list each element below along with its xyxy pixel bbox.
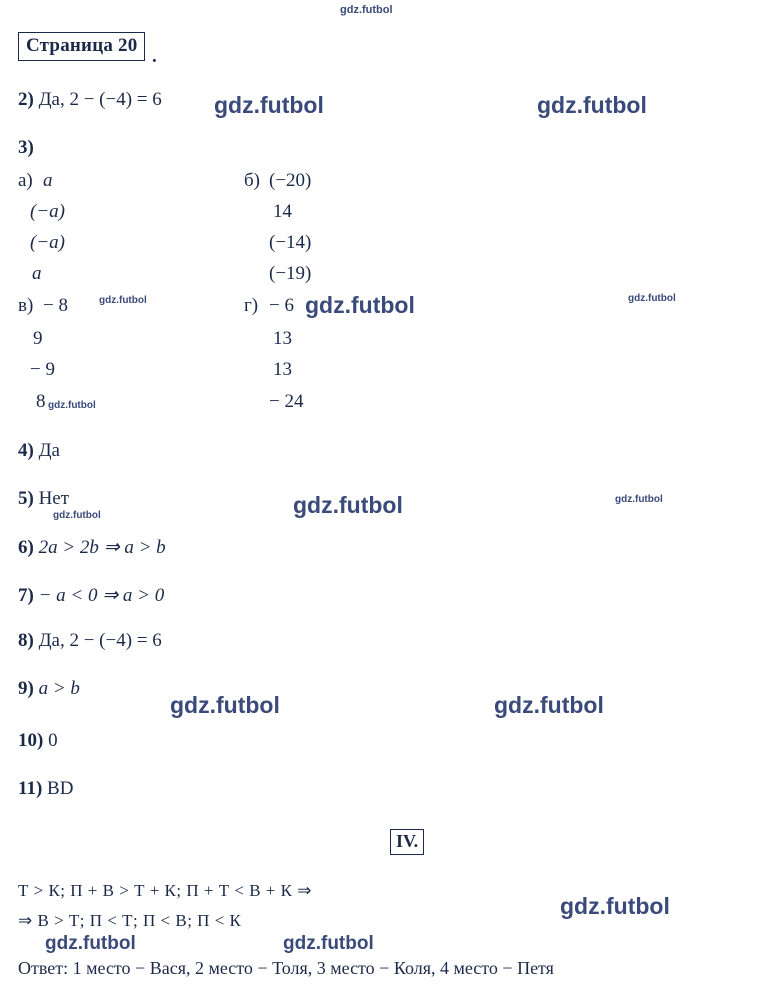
task3-value: (−14)	[269, 232, 312, 253]
answer-item	[18, 778, 73, 800]
answer-item-number: 7)	[18, 585, 34, 606]
task3-value: − 6	[269, 295, 294, 316]
watermark: gdz.futbol	[628, 293, 676, 304]
section-label-iv: IV.	[390, 829, 424, 855]
task3-value: 9	[33, 328, 43, 349]
watermark: gdz.futbol	[305, 292, 415, 318]
watermark: gdz.futbol	[340, 4, 393, 16]
inequality-line-1: Т > К; П + В > Т + К; П + Т < В + К ⇒	[18, 881, 312, 900]
task3-value: − 9	[30, 359, 55, 380]
task3-value: 13	[273, 328, 292, 349]
answer-item-text: Да, 2 − (−4) = 6	[33, 630, 162, 651]
answer-item-text: − a < 0 ⇒ a > 0	[33, 585, 165, 606]
task3-value: 13	[273, 359, 292, 380]
answer-item-number: 9)	[18, 678, 34, 699]
answer-item-number: 3)	[18, 137, 34, 158]
answer-item-text: Да, 2 − (−4) = 6	[33, 89, 162, 110]
answer-item-number: 4)	[18, 440, 34, 461]
answer-item-text: BD	[42, 778, 74, 799]
inequality-line-2: ⇒ В > Т; П < Т; П < В; П < К	[18, 911, 242, 930]
watermark: gdz.futbol	[494, 692, 604, 718]
answer-item-text: 0	[43, 730, 58, 751]
answer-item-number: 11)	[18, 778, 43, 799]
task3-value: 8	[36, 391, 46, 412]
answer-item-text: Нет	[33, 488, 70, 509]
watermark: gdz.futbol	[214, 92, 324, 118]
task3-value: a	[32, 263, 42, 284]
answer-item-number: 6)	[18, 537, 34, 558]
answer-item-text: Да	[33, 440, 60, 461]
answer-item	[18, 536, 166, 559]
task3-column-label: г)	[244, 295, 259, 316]
watermark: gdz.futbol	[48, 400, 96, 411]
answer-item-text: a > b	[33, 678, 80, 699]
answer-item	[18, 488, 69, 510]
watermark: gdz.futbol	[537, 92, 647, 118]
watermark: gdz.futbol	[53, 510, 101, 521]
watermark: gdz.futbol	[293, 492, 403, 518]
task3-column-label: б)	[244, 170, 260, 191]
task3-value: − 8	[43, 295, 68, 316]
answer-item-number: 5)	[18, 488, 34, 509]
answer-item-number: 8)	[18, 630, 34, 651]
task3-column-label: а)	[18, 170, 33, 191]
watermark: gdz.futbol	[99, 295, 147, 306]
task3-value: (−20)	[269, 170, 312, 191]
answer-item-text: 2a > 2b ⇒ a > b	[33, 537, 166, 558]
watermark: gdz.futbol	[283, 933, 374, 954]
task3-value: a	[43, 170, 53, 191]
answer-item	[18, 630, 162, 652]
page-title-period: .	[152, 46, 157, 67]
watermark: gdz.futbol	[560, 893, 670, 919]
answer-item	[18, 678, 80, 700]
task3-value: 14	[273, 201, 292, 222]
task3-value: (−a)	[30, 201, 65, 222]
watermark: gdz.futbol	[615, 494, 663, 505]
task3-column-label: в)	[18, 295, 34, 316]
watermark: gdz.futbol	[170, 692, 280, 718]
answer-item	[18, 730, 58, 752]
answer-item	[18, 584, 164, 607]
task3-value: − 24	[269, 391, 304, 412]
task3-value: (−a)	[30, 232, 65, 253]
page-title: Страница 20	[18, 32, 145, 61]
answer-item	[18, 440, 60, 462]
watermark: gdz.futbol	[45, 933, 136, 954]
answer-item-number: 10)	[18, 730, 44, 751]
final-answer-line: Ответ: 1 место − Вася, 2 место − Толя, 3 место − Коля, 4 место − Петя	[18, 958, 554, 978]
answer-item	[18, 137, 34, 159]
task3-value: (−19)	[269, 263, 312, 284]
answer-item	[18, 89, 162, 111]
answer-item-number: 2)	[18, 89, 34, 110]
